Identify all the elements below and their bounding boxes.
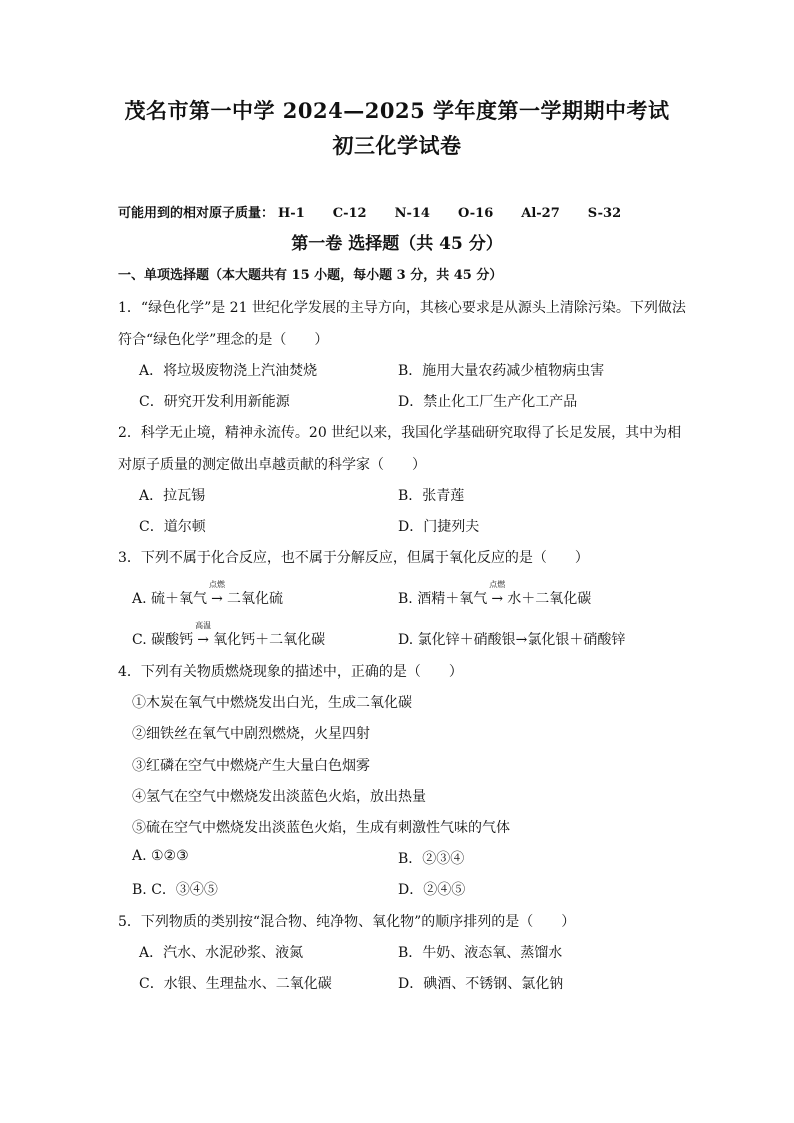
q1-option-d: D．禁止化工厂生产化工产品 xyxy=(398,394,578,410)
reaction-condition: 高温 xyxy=(195,621,212,630)
q3-b-products: 水＋二氧化碳 xyxy=(507,591,592,607)
q4-statement: ⑤硫在空气中燃烧发出淡蓝色火焰，生成有刺激性气味的气体 xyxy=(132,820,510,836)
q5-stem: 5．下列物质的类别按“混合物、纯净物、氧化物”的顺序排列的是（ ） xyxy=(118,914,576,930)
reaction-condition: 点燃 xyxy=(489,580,506,589)
q2-stem-line1: 2．科学无止境，精神永流传。20 世纪以来，我国化学基础研究取得了长足发展，其中为相 xyxy=(118,425,682,441)
q2-option-c: C．道尔顿 xyxy=(139,519,206,535)
q1-option-c: C．研究开发利用新能源 xyxy=(139,394,290,410)
q3-a-products: 二氧化硫 xyxy=(227,591,284,607)
atomic-masses xyxy=(118,202,649,221)
reaction-condition: 点燃 xyxy=(209,580,226,589)
q4-statement: ③红磷在空气中燃烧产生大量白色烟雾 xyxy=(132,758,370,774)
q3-c-products: 氧化钙＋二氧化碳 xyxy=(213,632,326,648)
atomic-mass-item: Al-27 xyxy=(521,206,560,221)
q3-a-reactants: A. 硫＋氧气 xyxy=(132,591,208,607)
q3-option-d: D. 氯化锌＋硝酸银→氯化银＋硝酸锌 xyxy=(398,632,626,648)
atomic-mass-item: S-32 xyxy=(587,206,622,221)
atomic-mass-item: C-12 xyxy=(332,206,367,221)
q5-option-a: A．汽水、水泥砂浆、液氮 xyxy=(139,945,304,961)
q5-option-b: B．牛奶、液态氧、蒸馏水 xyxy=(398,945,563,961)
q4-statement: ②细铁丝在氧气中剧烈燃烧，火星四射 xyxy=(132,726,370,742)
q4-statement: ④氢气在空气中燃烧发出淡蓝色火焰，放出热量 xyxy=(132,789,426,805)
exam-subtitle: 初三化学试卷 xyxy=(332,133,462,158)
reaction-arrow-icon: 点燃 → xyxy=(209,580,226,607)
q4-stem: 4．下列有关物质燃烧现象的描述中，正确的是（ ） xyxy=(118,664,463,680)
q1-stem-line2: 符合“绿色化学”理念的是（ ） xyxy=(118,332,329,348)
part-title: 第一卷 选择题（共 45 分） xyxy=(291,234,503,254)
q1-option-b: B．施用大量农药减少植物病虫害 xyxy=(398,363,605,379)
reaction-arrow-icon: 点燃 → xyxy=(489,580,506,607)
q3-option-a xyxy=(132,580,284,608)
q2-option-b: B．张青莲 xyxy=(398,488,465,504)
q2-option-a: A．拉瓦锡 xyxy=(139,488,206,504)
q1-option-a: A．将垃圾废物浇上汽油焚烧 xyxy=(139,363,318,379)
atomic-mass-item: O-16 xyxy=(457,206,494,221)
q1-stem-line1: 1．“绿色化学”是 21 世纪化学发展的主导方向，其核心要求是从源头上清除污染。下列做法 xyxy=(118,300,686,316)
q2-stem-line2: 对原子质量的测定做出卓越贡献的科学家（ ） xyxy=(118,457,426,473)
q5-option-c: C．水银、生理盐水、二氧化碳 xyxy=(139,976,332,992)
q4-option-d: D．②④⑤ xyxy=(398,882,466,898)
atomic-mass-item: H-1 xyxy=(278,206,305,221)
q3-b-reactants: B. 酒精＋氧气 xyxy=(398,591,488,607)
q3-stem: 3．下列不属于化合反应，也不属于分解反应，但属于氧化反应的是（ ） xyxy=(118,550,589,566)
section-title: 一、单项选择题（本大题共有 15 小题，每小题 3 分，共 45 分） xyxy=(118,268,503,283)
q5-option-d: D．碘酒、不锈钢、氯化钠 xyxy=(398,976,564,992)
atomic-mass-item: N-14 xyxy=(394,206,430,221)
q3-c-reactants: C. 碳酸钙 xyxy=(132,632,194,648)
q4-option-a: A. ①②③ xyxy=(132,848,189,864)
reaction-arrow-icon: 高温 → xyxy=(195,621,212,648)
atomic-masses-label: 可能用到的相对原子质量： xyxy=(118,206,275,221)
exam-title: 茂名市第一中学 2024—2025 学年度第一学期期中考试 xyxy=(124,98,670,123)
q4-statement: ①木炭在氧气中燃烧发出白光，生成二氧化碳 xyxy=(132,695,412,711)
q2-option-d: D．门捷列夫 xyxy=(398,519,480,535)
q3-option-c xyxy=(132,621,326,649)
q3-option-b xyxy=(398,580,592,608)
q4-option-c: B. C．③④⑤ xyxy=(132,882,218,898)
q4-option-b: B．②③④ xyxy=(398,851,465,867)
